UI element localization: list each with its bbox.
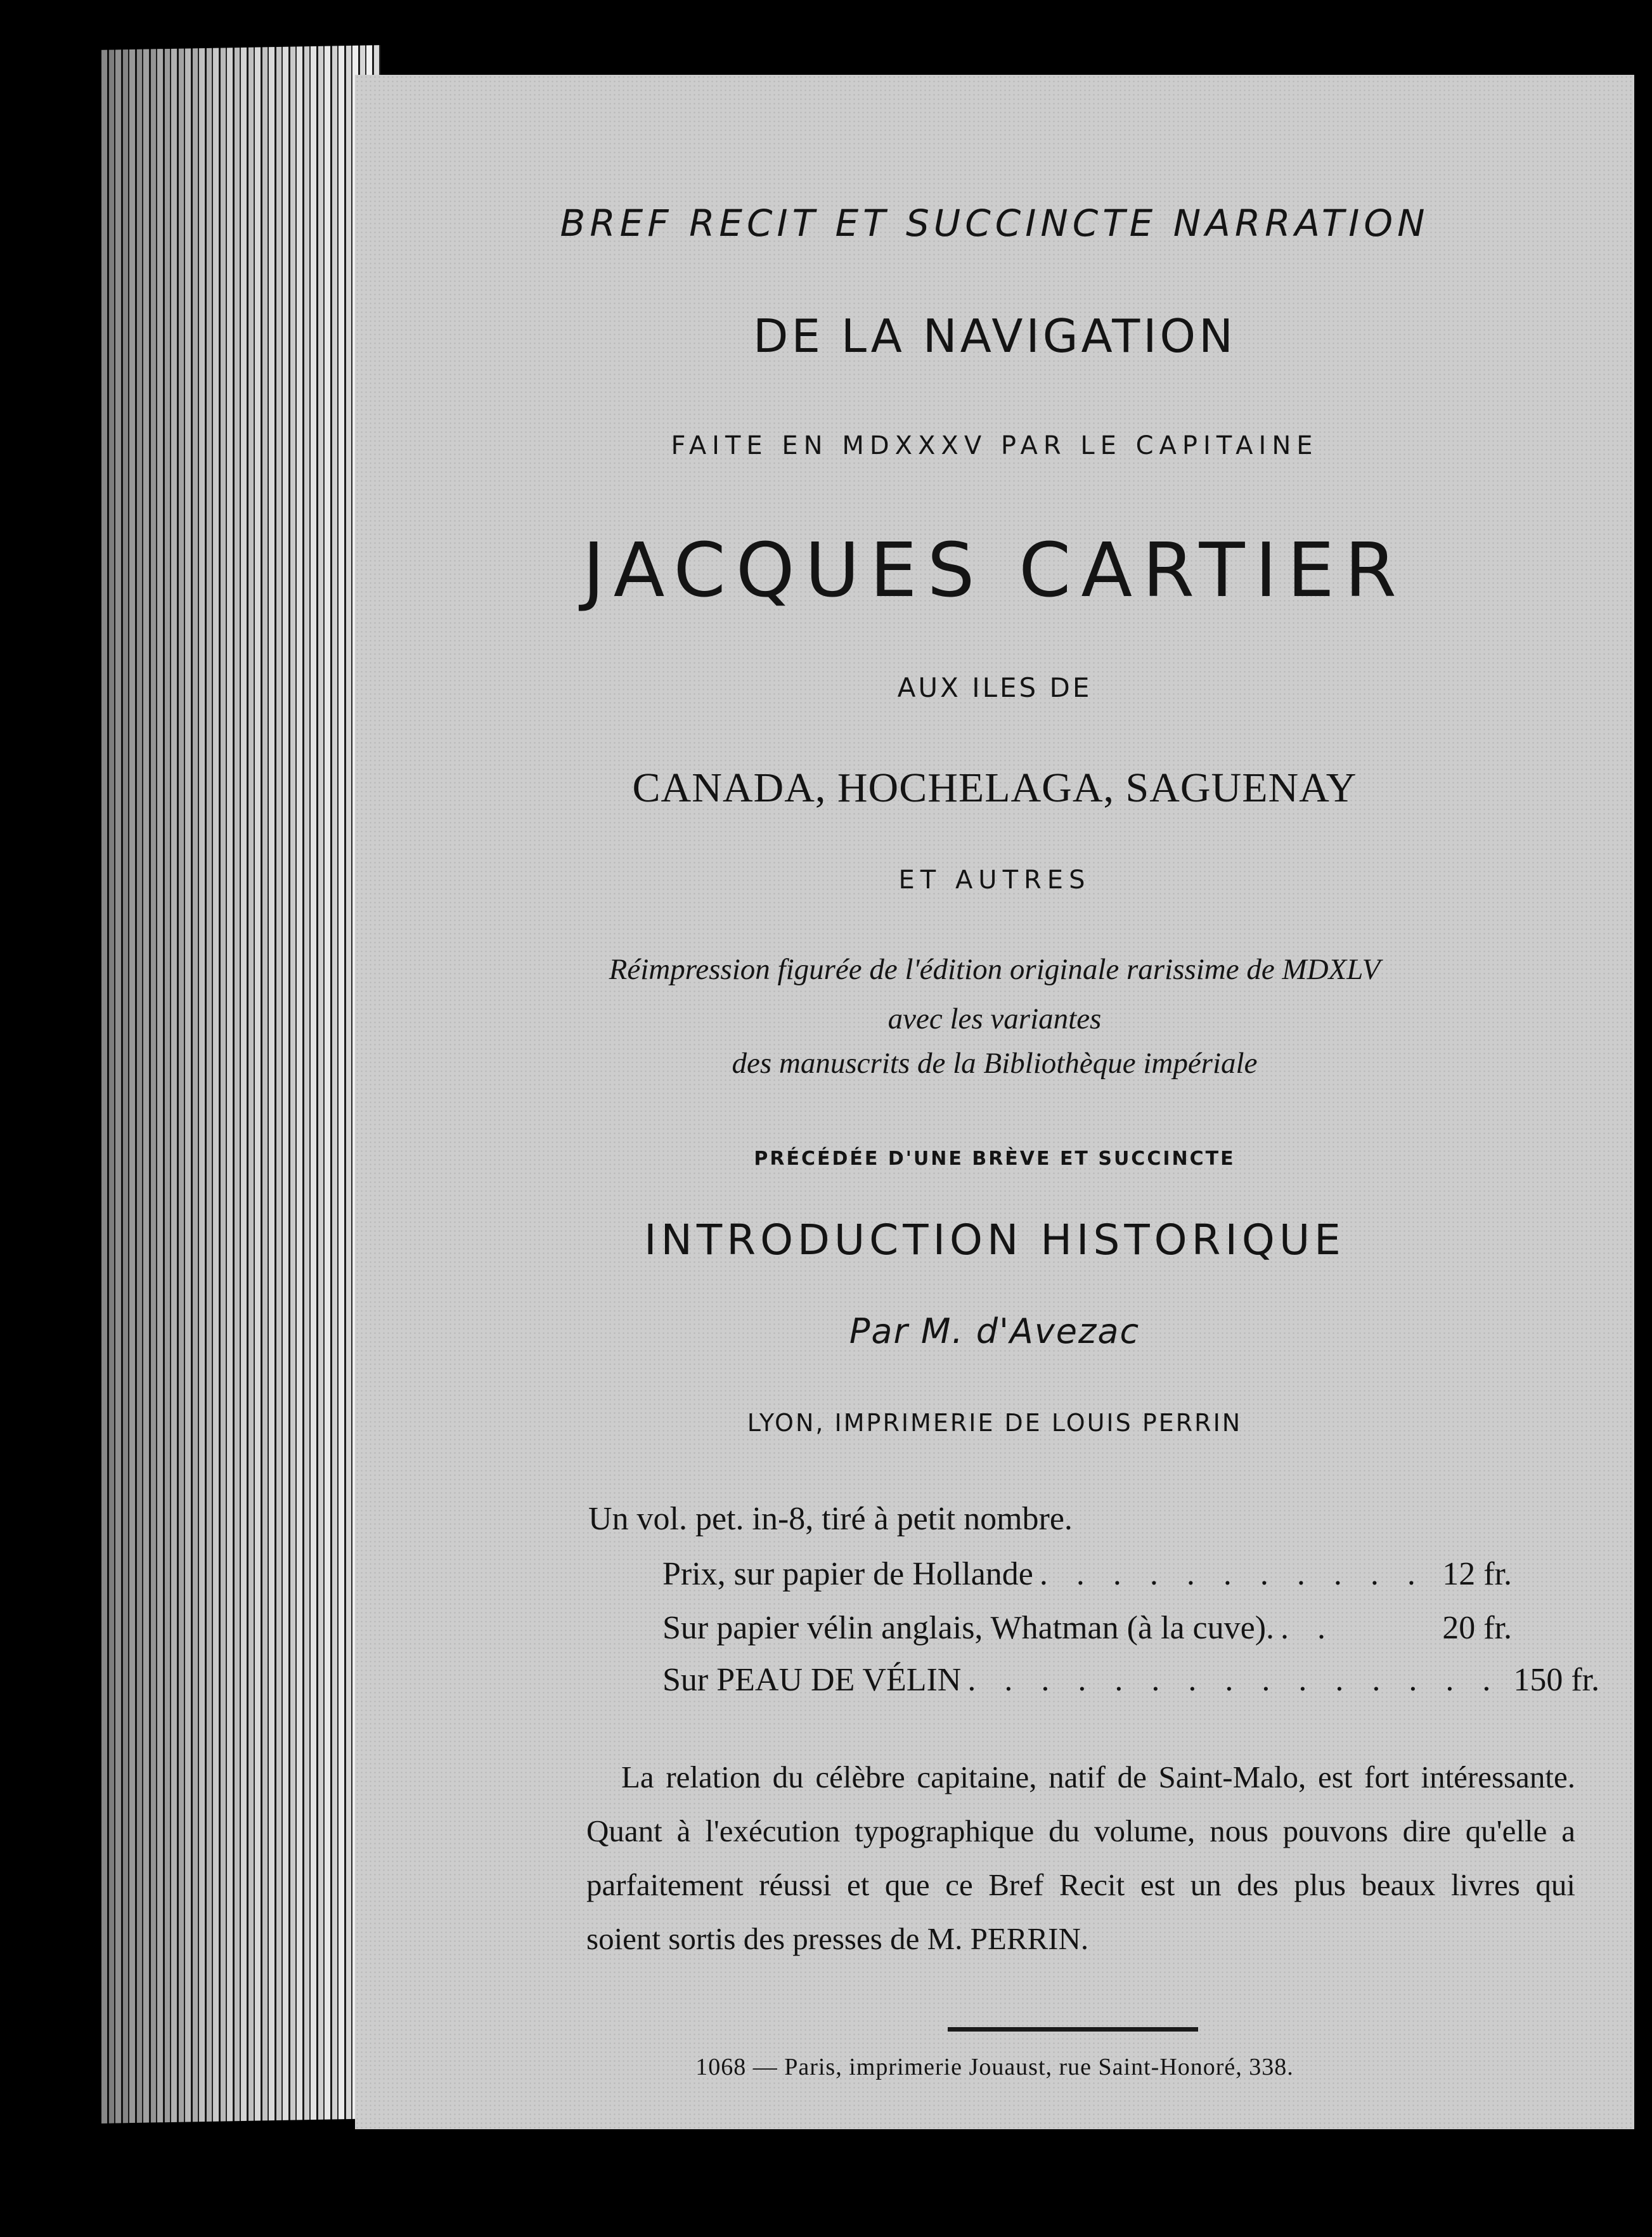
header-line-6: CANADA, HOCHELAGA, SAGUENAY: [632, 765, 1357, 811]
price-label: Sur PEAU DE VÉLIN: [662, 1662, 962, 1698]
price-label: Sur papier vélin anglais, Whatman (à la cuve).: [662, 1610, 1275, 1646]
page-edges-shadow: [101, 45, 380, 2124]
review-line: La relation du célèbre capitaine, natif de Saint-Malo, est fort intéressante.: [621, 1760, 1575, 1794]
subtitle: INTRODUCTION HISTORIQUE: [644, 1216, 1345, 1264]
price-amount: 20 fr.: [1442, 1610, 1512, 1646]
footer-rule: [948, 2027, 1198, 2032]
review-line: soient sortis des presses de M. PERRIN.: [586, 1921, 1089, 1956]
price-row: [662, 1609, 1512, 1647]
preceded-line: PRÉCÉDÉE D'UNE BRÈVE ET SUCCINCTE: [754, 1148, 1236, 1170]
price-amount: 12 fr.: [1442, 1556, 1512, 1592]
header-line-2: DE LA NAVIGATION: [753, 309, 1236, 363]
header-line-5: AUX ILES DE: [897, 672, 1092, 703]
header-line-3: FAITE EN MDXXXV PAR LE CAPITAINE: [671, 431, 1319, 460]
review-paragraph: [586, 1750, 1575, 1966]
price-row: [662, 1661, 1600, 1699]
price-amount: 150 fr.: [1513, 1662, 1600, 1698]
price-leader: . .: [1281, 1610, 1336, 1646]
review-line: Quant à l'exécution typographique du volume, nous pouvons dire qu'elle a: [586, 1813, 1575, 1848]
review-line: parfaitement réussi et que ce Bref Recit est un des plus beaux livres qui: [586, 1867, 1575, 1902]
price-leader: . . . . . . . . . . .: [1039, 1556, 1426, 1592]
reimpression-line-2: avec les variantes: [887, 1002, 1102, 1035]
price-label: Prix, sur papier de Hollande: [662, 1556, 1033, 1592]
reimpression-line-1: Réimpression figurée de l'édition originale rarissime de MDXLV: [609, 953, 1381, 986]
header-line-1: BREF RECIT ET SUCCINCTE NARRATION: [560, 202, 1429, 245]
reimpression-line-3: des manuscrits de la Bibliothèque impériale: [732, 1047, 1258, 1080]
imprint-line: 1068 — Paris, imprimerie Jouaust, rue Saint-Honoré, 338.: [695, 2054, 1294, 2080]
volume-note: Un vol. pet. in-8, tiré à petit nombre.: [588, 1501, 1073, 1537]
main-title: JACQUES CARTIER: [583, 526, 1407, 614]
publisher-line: LYON, IMPRIMERIE DE LOUIS PERRIN: [747, 1409, 1242, 1437]
price-row: [662, 1555, 1512, 1593]
header-line-7: ET AUTRES: [898, 866, 1091, 895]
author-line: Par M. d'Avezac: [849, 1311, 1140, 1351]
price-leader: . . . . . . . . . . . . . . .: [967, 1662, 1501, 1698]
